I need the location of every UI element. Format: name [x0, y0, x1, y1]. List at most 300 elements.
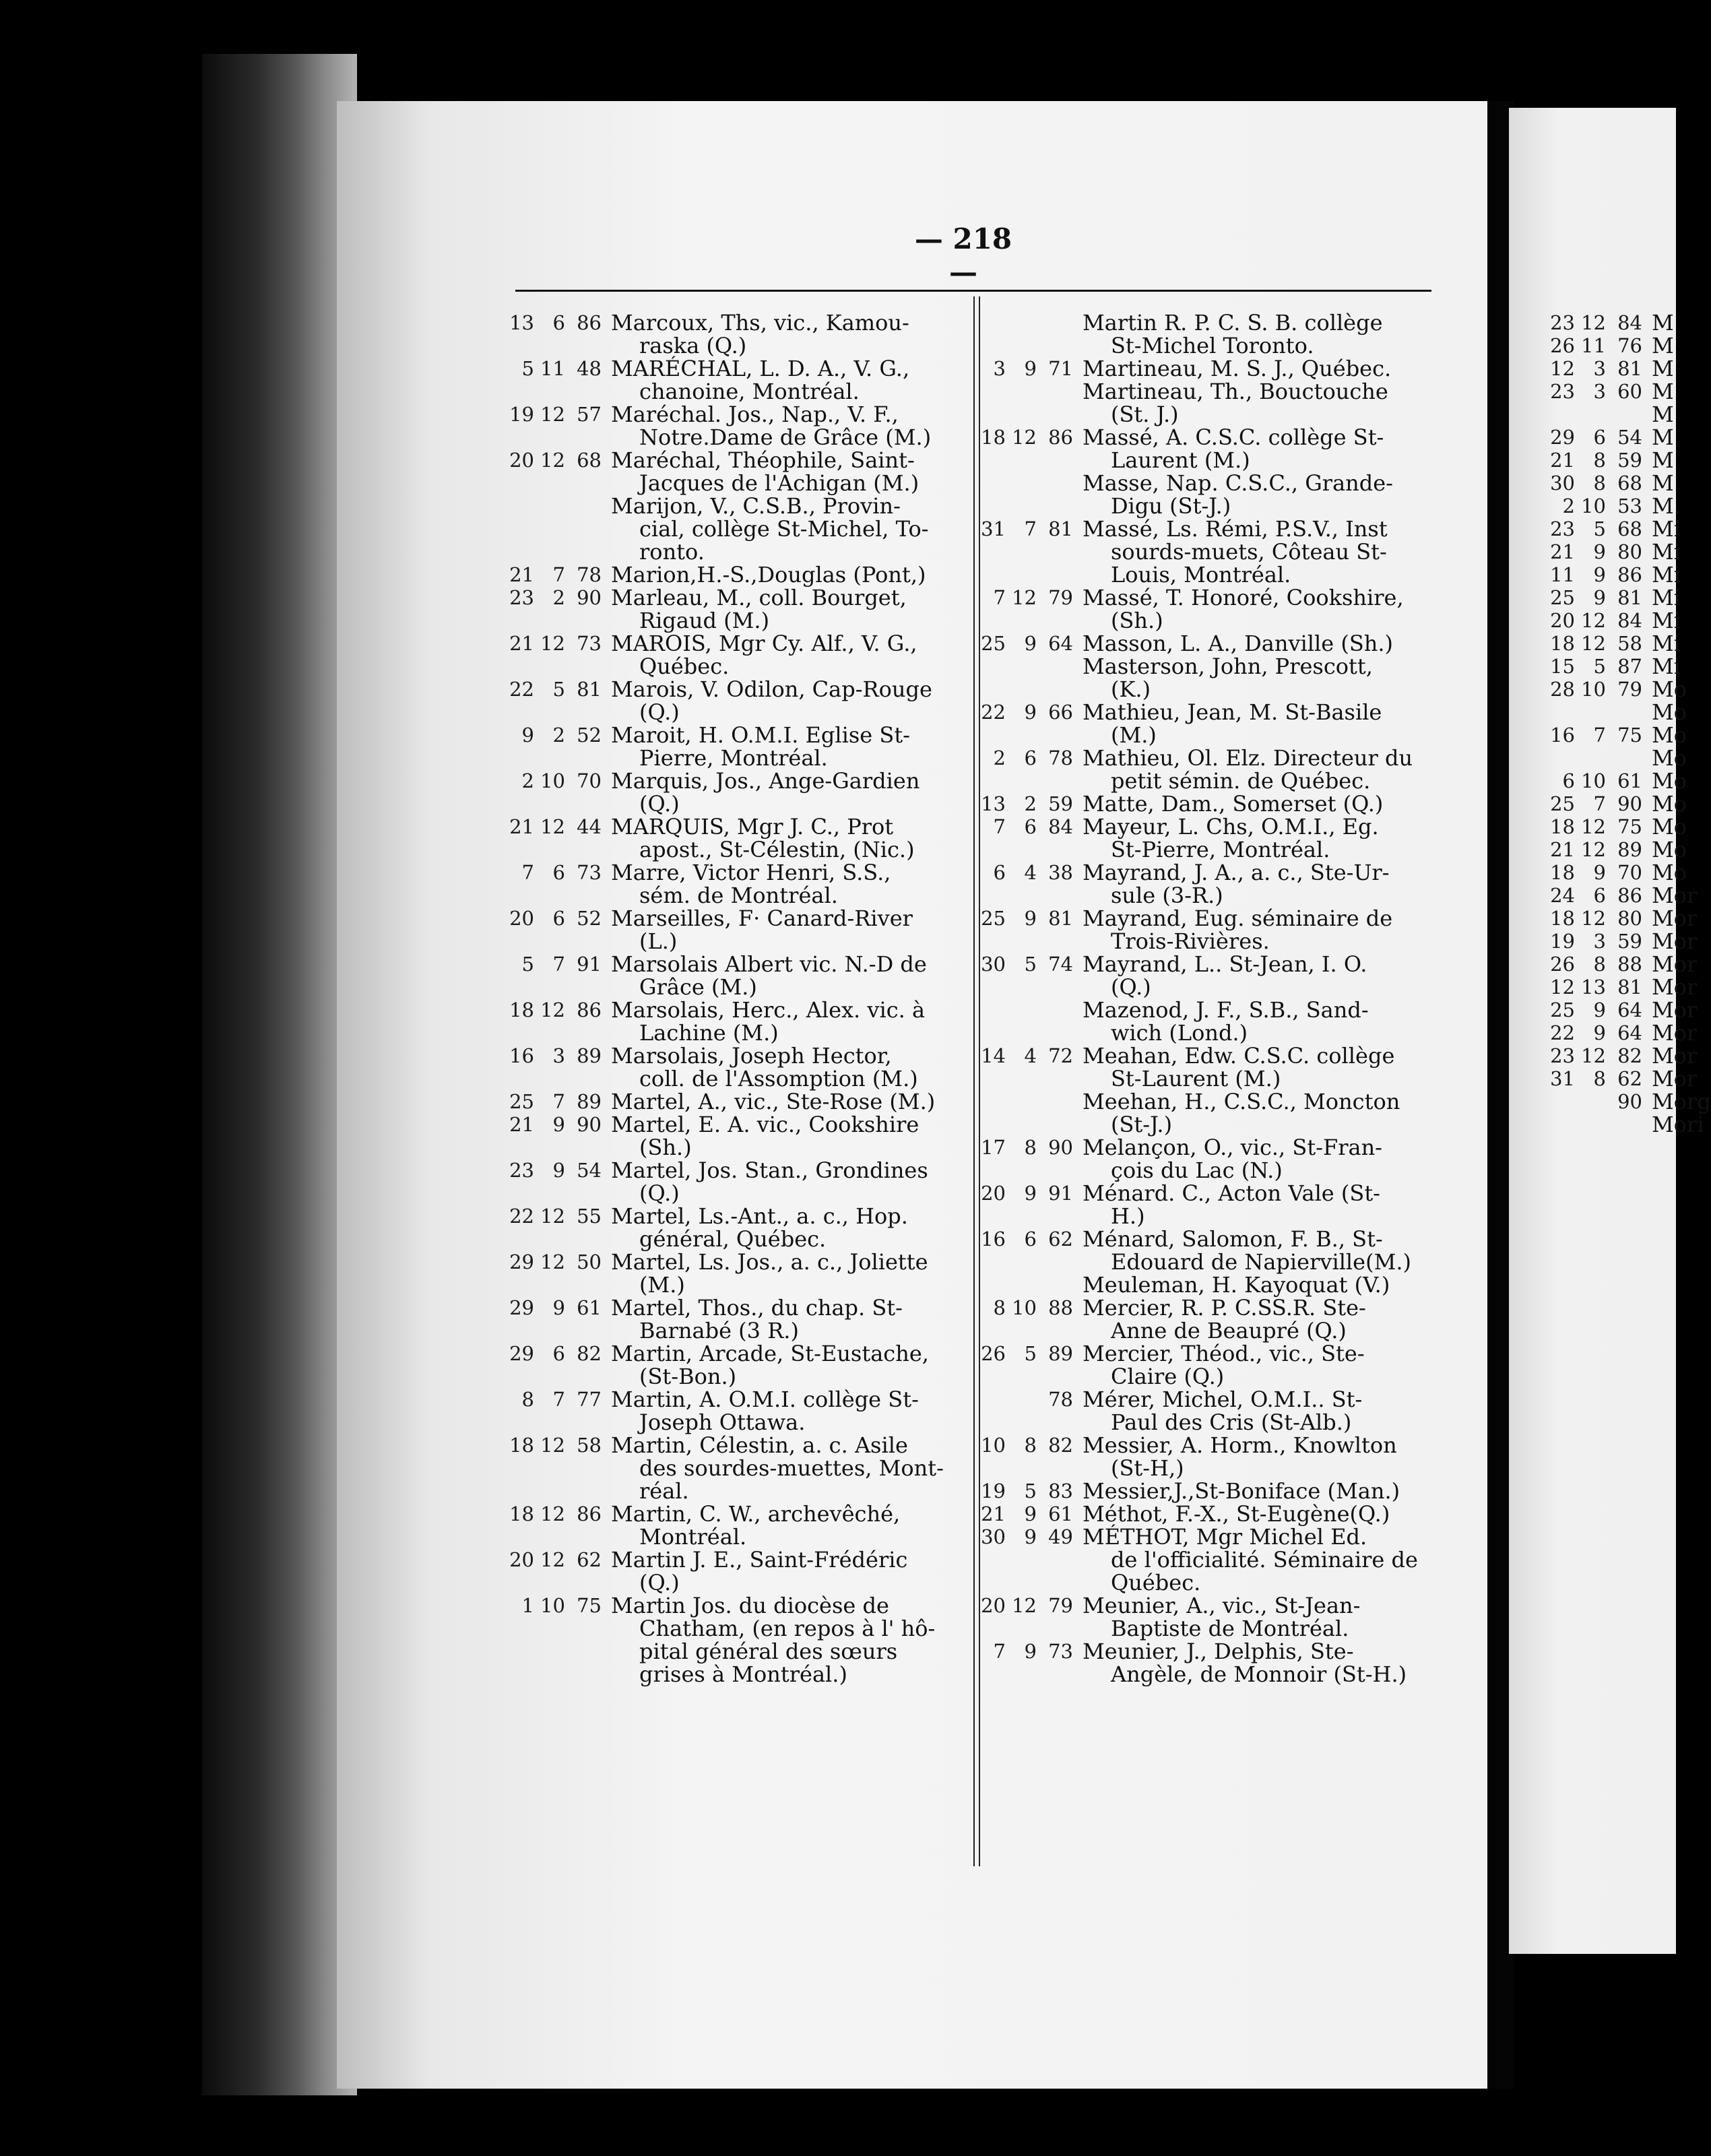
entry-month: 9	[1593, 586, 1606, 609]
entry-month: 10	[540, 1594, 565, 1617]
entry-line: Anne de Beaupré (Q.)	[1111, 1318, 1347, 1343]
entry-text	[1077, 655, 1438, 701]
entry-line: MARÉCHAL, L. D. A., V. G.,	[611, 356, 910, 381]
entry-line: Mathieu, Ol. Elz. Directeur du	[1083, 745, 1413, 771]
entry-month: 7	[552, 563, 565, 586]
entry-line: M.	[1652, 493, 1681, 519]
entry-day: 18	[1550, 907, 1575, 930]
entry-line: ronto.	[639, 539, 705, 565]
directory-entry	[1549, 311, 1676, 334]
entry-line: Messier,J.,St-Boniface (Man.)	[1083, 1478, 1400, 1504]
entry-line: Martineau, M. S. J., Québec.	[1083, 356, 1392, 381]
directory-entry	[1549, 928, 1698, 954]
entry-line: Paul des Cris (St-Alb.)	[1111, 1409, 1352, 1435]
entry-year: 64	[1048, 632, 1073, 655]
entry-text	[1077, 426, 1438, 472]
directory-entry	[980, 380, 1438, 426]
entry-year: 80	[1617, 540, 1642, 563]
entry-line: Edouard de Napierville(M.)	[1111, 1249, 1411, 1275]
entry-year: 38	[1048, 861, 1073, 884]
entry-line: M	[1652, 447, 1674, 473]
entry-month: 10	[1581, 678, 1606, 701]
entry-text	[606, 632, 973, 678]
entry-line: Marsolais Albert vic. N.-D de	[611, 951, 927, 977]
entry-line: (M.)	[639, 1272, 685, 1298]
entry-text	[1646, 334, 1676, 357]
entry-year: 57	[577, 403, 602, 426]
entry-month: 3	[1593, 380, 1606, 403]
directory-entry	[1549, 676, 1687, 702]
entry-year: 62	[1617, 1067, 1642, 1090]
entry-text	[1646, 357, 1676, 380]
entry-year: 90	[1617, 1090, 1642, 1113]
entry-month: 3	[1593, 930, 1606, 953]
entry-text	[1646, 609, 1681, 632]
entry-text	[1077, 861, 1438, 907]
entry-day: 8	[993, 1296, 1006, 1319]
directory-entry	[980, 472, 1438, 517]
entry-line: Laurent (M.)	[1111, 447, 1250, 473]
directory-entry	[980, 1480, 1438, 1502]
directory-entry	[1549, 951, 1698, 977]
entry-month: 9	[1024, 632, 1037, 655]
entry-day: 25	[981, 907, 1006, 930]
directory-entry	[1549, 745, 1687, 771]
entry-month: 7	[552, 953, 565, 976]
entry-text	[1646, 724, 1687, 747]
entry-text	[1077, 1342, 1438, 1388]
directory-entry	[980, 586, 1438, 632]
entry-line: Mo	[1652, 791, 1687, 817]
entry-day: 25	[1550, 586, 1575, 609]
entry-line: M	[1652, 356, 1674, 381]
entry-month: 5	[1024, 1480, 1037, 1502]
directory-column-middle	[980, 311, 1438, 1861]
directory-entry	[509, 563, 973, 586]
entry-day: 18	[981, 426, 1006, 449]
entry-month: 12	[1581, 838, 1606, 861]
entry-text	[1646, 472, 1676, 495]
entry-day: 19	[1550, 930, 1575, 953]
directory-entry	[980, 1136, 1438, 1182]
directory-entry	[980, 907, 1438, 953]
directory-entry	[1549, 1020, 1698, 1046]
entry-day: 22	[1550, 1021, 1575, 1044]
entry-day: 10	[981, 1434, 1006, 1457]
directory-entry	[1549, 516, 1681, 542]
entry-line: St-Laurent (M.)	[1111, 1066, 1281, 1091]
entry-day: 17	[981, 1136, 1006, 1159]
entry-day: 30	[981, 1525, 1006, 1548]
entry-year: 76	[1617, 334, 1642, 357]
entry-line: Mo	[1652, 722, 1687, 748]
entry-year: 79	[1617, 678, 1642, 701]
entry-day: 31	[1550, 1067, 1575, 1090]
directory-entry	[1549, 974, 1698, 1000]
entry-line: Pierre, Montréal.	[639, 745, 828, 771]
entry-day: 21	[981, 1502, 1006, 1525]
entry-line: Chatham, (en repos à l' hô-	[639, 1616, 936, 1641]
directory-entry	[980, 1502, 1438, 1525]
entry-line: apost., St-Célestin, (Nic.)	[639, 837, 915, 862]
entry-day: 2	[1562, 495, 1575, 517]
entry-day: 20	[509, 449, 534, 472]
entry-line: Meunier, A., vic., St-Jean-	[1083, 1593, 1361, 1618]
directory-entry	[509, 769, 973, 815]
entry-line: Mayeur, L. Chs, O.M.I., Eg.	[1083, 814, 1379, 839]
entry-day: 29	[509, 1296, 534, 1319]
entry-day: 25	[981, 632, 1006, 655]
entry-line: Grâce (M.)	[639, 974, 757, 1000]
entry-line: Mor	[1652, 974, 1698, 1000]
entry-line: Mi	[1652, 516, 1681, 542]
entry-day: 20	[981, 1594, 1006, 1617]
entry-day: 18	[509, 1502, 534, 1525]
entry-line: cial, collège St-Michel, To-	[639, 516, 929, 542]
entry-text	[606, 724, 973, 769]
entry-line: (Q.)	[639, 791, 680, 817]
entry-month: 3	[1593, 357, 1606, 380]
entry-line: Rigaud (M.)	[639, 608, 770, 633]
entry-text	[1077, 1525, 1438, 1594]
entry-text	[606, 449, 973, 495]
entry-month: 2	[552, 724, 565, 747]
entry-text	[1646, 403, 1676, 426]
directory-entry	[509, 953, 973, 998]
directory-entry	[509, 724, 973, 769]
entry-text	[606, 311, 973, 357]
directory-entry	[980, 517, 1438, 586]
entry-year: 86	[1048, 426, 1073, 449]
entry-month: 11	[540, 357, 565, 380]
entry-text	[1646, 1090, 1711, 1113]
directory-entry	[980, 357, 1438, 380]
entry-month: 12	[540, 1205, 565, 1228]
entry-line: Martin, Célestin, a. c. Asile	[611, 1432, 908, 1458]
entry-line: M	[1652, 402, 1674, 427]
entry-day: 2	[521, 769, 534, 792]
entry-month: 5	[1024, 1342, 1037, 1365]
entry-line: Mercier, R. P. C.SS.R. Ste-	[1083, 1295, 1366, 1321]
directory-entry	[980, 1434, 1438, 1480]
entry-line: Massé, T. Honoré, Cookshire,	[1083, 585, 1404, 610]
directory-entry	[1549, 1043, 1698, 1069]
entry-day: 3	[993, 357, 1006, 380]
entry-text	[1077, 1182, 1438, 1228]
entry-text	[1077, 792, 1438, 815]
directory-entry	[509, 403, 973, 449]
entry-line: Joseph Ottawa.	[639, 1409, 806, 1435]
entry-year: 81	[1617, 586, 1642, 609]
entry-line: Mo	[1652, 768, 1687, 794]
entry-month: 6	[1024, 747, 1037, 769]
entry-month: 12	[1581, 311, 1606, 334]
entry-year: 68	[1617, 472, 1642, 495]
entry-month: 12	[540, 403, 565, 426]
entry-line: (Q.)	[639, 699, 680, 725]
entry-text	[1646, 815, 1687, 838]
entry-day: 20	[509, 1548, 534, 1571]
entry-day: 6	[993, 861, 1006, 884]
directory-entry	[1549, 585, 1681, 610]
entry-year: 86	[577, 998, 602, 1021]
entry-year: 84	[1617, 311, 1642, 334]
directory-entry	[509, 1594, 973, 1686]
directory-entry	[980, 953, 1438, 998]
entry-year: 70	[577, 769, 602, 792]
directory-entry	[509, 1090, 973, 1113]
entry-year: 61	[577, 1296, 602, 1319]
entry-year: 50	[577, 1250, 602, 1273]
entry-line: Trois-Rivières.	[1111, 928, 1270, 954]
entry-month: 12	[1012, 586, 1037, 609]
entry-text	[1646, 747, 1687, 769]
entry-line: Meuleman, H. Kayoquat (V.)	[1083, 1272, 1390, 1298]
entry-line: Mo	[1652, 837, 1687, 862]
entry-year: 64	[1617, 998, 1642, 1021]
entry-line: Martin R. P. C. S. B. collège	[1083, 310, 1383, 336]
entry-day: 29	[1550, 426, 1575, 449]
entry-month: 9	[552, 1159, 565, 1182]
entry-month: 9	[552, 1113, 565, 1136]
entry-month: 12	[1581, 907, 1606, 930]
entry-line: Louis, Montréal.	[1111, 562, 1291, 588]
entry-line: Morg	[1652, 1089, 1711, 1114]
entry-line: M	[1652, 424, 1674, 450]
directory-entry	[1549, 837, 1687, 862]
entry-day: 13	[509, 311, 534, 334]
entry-month: 9	[1024, 701, 1037, 724]
entry-month: 9	[1024, 1525, 1037, 1548]
entry-month: 5	[1593, 517, 1606, 540]
entry-month: 12	[1581, 632, 1606, 655]
entry-line: St-Michel Toronto.	[1111, 333, 1314, 358]
entry-year: 66	[1048, 701, 1073, 724]
directory-entry	[980, 998, 1438, 1044]
entry-line: Mo	[1652, 745, 1687, 771]
entry-text	[1646, 701, 1687, 724]
entry-month: 12	[1581, 609, 1606, 632]
directory-entry	[1549, 472, 1676, 495]
entry-text	[1646, 495, 1681, 517]
entry-month: 7	[1593, 724, 1606, 747]
directory-entry	[509, 907, 973, 953]
entry-month: 12	[540, 1434, 565, 1457]
entry-year: 64	[1617, 1021, 1642, 1044]
entry-line: Mo	[1652, 814, 1687, 839]
directory-entry	[509, 449, 973, 495]
entry-year: 75	[1617, 815, 1642, 838]
column-divider	[973, 296, 975, 1866]
entry-year: 77	[577, 1388, 602, 1411]
entry-month: 6	[552, 861, 565, 884]
entry-day: 21	[509, 815, 534, 838]
directory-entry	[509, 1044, 973, 1090]
entry-month: 12	[540, 1548, 565, 1571]
entry-year: 79	[1048, 586, 1073, 609]
directory-entry	[1549, 380, 1676, 403]
entry-text	[606, 586, 973, 632]
entry-day: 26	[981, 1342, 1006, 1365]
entry-line: Mo	[1652, 699, 1687, 725]
entry-year: 90	[577, 1113, 602, 1136]
entry-text	[1077, 953, 1438, 998]
entry-line: Mor	[1652, 1043, 1698, 1069]
entry-line: Marquis, Jos., Ange-Gardien	[611, 768, 920, 794]
entry-line: Marre, Victor Henri, S.S.,	[611, 860, 891, 885]
entry-text	[1077, 1640, 1438, 1686]
entry-month: 8	[1593, 953, 1606, 976]
directory-entry	[980, 1525, 1438, 1594]
entry-year: 83	[1048, 1480, 1073, 1502]
entry-year: 74	[1048, 953, 1073, 976]
entry-text	[606, 1113, 973, 1159]
entry-month: 6	[1593, 426, 1606, 449]
entry-month: 9	[1024, 907, 1037, 930]
entry-month: 7	[552, 1388, 565, 1411]
entry-day: 18	[509, 998, 534, 1021]
entry-line: Melançon, O., vic., St-Fran-	[1083, 1135, 1382, 1160]
entry-line: Ménard. C., Acton Vale (St-	[1083, 1180, 1380, 1206]
entry-day: 19	[509, 403, 534, 426]
directory-entry	[1549, 654, 1681, 679]
entry-text	[606, 495, 973, 563]
entry-year: 58	[1617, 632, 1642, 655]
directory-column-right	[1549, 310, 1711, 1861]
entry-month: 9	[1593, 540, 1606, 563]
entry-month: 9	[1593, 1021, 1606, 1044]
entry-month: 10	[1581, 495, 1606, 517]
entry-text	[606, 998, 973, 1044]
entry-line: (St-J.)	[1111, 1112, 1173, 1137]
directory-entry	[1549, 493, 1681, 519]
entry-line: Ménard, Salomon, F. B., St-	[1083, 1226, 1383, 1252]
entry-line: Massé, Ls. Rémi, P.S.V., Inst	[1083, 516, 1388, 542]
entry-year: 75	[577, 1594, 602, 1617]
entry-line: (St-Bon.)	[639, 1364, 737, 1389]
entry-line: pital général des sœurs	[639, 1639, 898, 1664]
entry-text	[1077, 632, 1438, 655]
entry-line: Méthot, F.-X., St-Eugène(Q.)	[1083, 1501, 1390, 1527]
entry-year: 52	[577, 724, 602, 747]
entry-year: 91	[577, 953, 602, 976]
entry-day: 21	[509, 563, 534, 586]
entry-line: Mayrand, L.. St-Jean, I. O.	[1083, 951, 1367, 977]
entry-day: 2	[993, 747, 1006, 769]
entry-line: (Q.)	[1111, 974, 1151, 1000]
entry-line: Notre.Dame de Grâce (M.)	[639, 424, 932, 450]
directory-entry	[1549, 814, 1687, 839]
entry-line: réal.	[639, 1478, 689, 1504]
book-edge	[202, 54, 357, 2095]
entry-line: Masterson, John, Prescott,	[1083, 654, 1373, 679]
entry-text	[606, 678, 973, 724]
entry-text	[606, 907, 973, 953]
entry-line: Lachine (M.)	[639, 1020, 779, 1046]
entry-line: sule (3-R.)	[1111, 883, 1223, 908]
entry-day: 16	[981, 1228, 1006, 1250]
entry-text	[1646, 678, 1687, 701]
entry-line: Meehan, H., C.S.C., Moncton	[1083, 1089, 1400, 1114]
directory-entry	[980, 1342, 1438, 1388]
entry-line: Québec.	[1111, 1570, 1201, 1595]
entry-text	[606, 1296, 973, 1342]
directory-entry	[509, 678, 973, 724]
entry-month: 9	[1593, 563, 1606, 586]
entry-year: 81	[577, 678, 602, 701]
entry-day: 22	[509, 678, 534, 701]
entry-year: 82	[1048, 1434, 1073, 1457]
entry-year: 80	[1617, 907, 1642, 930]
entry-text	[1077, 357, 1438, 380]
directory-entry	[1549, 722, 1687, 748]
entry-year: 44	[577, 815, 602, 838]
entry-month: 9	[1593, 861, 1606, 884]
entry-line: Mor	[1652, 951, 1698, 977]
entry-text	[606, 1342, 973, 1388]
entry-year: 52	[577, 907, 602, 930]
entry-year: 81	[1048, 907, 1073, 930]
entry-text	[606, 1502, 973, 1548]
entry-line: Montréal.	[639, 1524, 747, 1550]
entry-text	[1077, 1090, 1438, 1136]
entry-day: 23	[1550, 1044, 1575, 1067]
entry-month: 12	[540, 632, 565, 655]
entry-text	[1077, 701, 1438, 747]
entry-day: 30	[981, 953, 1006, 976]
entry-day: 21	[1550, 838, 1575, 861]
directory-entry	[1549, 449, 1676, 472]
entry-line: Marion,H.-S.,Douglas (Pont,)	[611, 562, 926, 588]
entry-year: 86	[577, 1502, 602, 1525]
entry-month: 9	[1024, 1640, 1037, 1663]
directory-entry	[980, 1296, 1438, 1342]
directory-entry	[980, 861, 1438, 907]
entry-day: 7	[993, 815, 1006, 838]
entry-line: M	[1652, 379, 1674, 404]
entry-line: des sourdes-muettes, Mont-	[639, 1455, 944, 1481]
entry-month: 12	[540, 449, 565, 472]
directory-entry	[509, 1502, 973, 1548]
entry-line: Marleau, M., coll. Bourget,	[611, 585, 907, 610]
entry-line: Martin, C. W., archevêché,	[611, 1501, 901, 1527]
directory-entry	[509, 357, 973, 403]
directory-entry	[509, 861, 973, 907]
entry-month: 10	[540, 769, 565, 792]
entry-text	[1646, 998, 1697, 1021]
entry-line: Maréchal. Jos., Nap., V. F.,	[611, 402, 899, 427]
entry-line: Martin J. E., Saint-Frédéric	[611, 1547, 908, 1573]
entry-line: M	[1652, 333, 1674, 358]
entry-year: 60	[1617, 380, 1642, 403]
directory-entry	[509, 632, 973, 678]
directory-entry	[1549, 997, 1698, 1023]
entry-line: St-Pierre, Montréal.	[1111, 837, 1330, 862]
entry-text	[606, 815, 973, 861]
entry-text	[1077, 747, 1438, 792]
entry-year: 79	[1048, 1594, 1073, 1617]
entry-text	[1646, 449, 1676, 472]
directory-entry	[980, 1273, 1438, 1296]
entry-year: 78	[577, 563, 602, 586]
entry-text	[1646, 540, 1681, 563]
entry-day: 23	[1550, 311, 1575, 334]
entry-line: Claire (Q.)	[1111, 1364, 1225, 1389]
entry-day: 15	[1550, 655, 1575, 678]
entry-year: 53	[1617, 495, 1642, 517]
directory-entry	[980, 1388, 1438, 1434]
entry-line: Mazenod, J. F., S.B., Sand-	[1083, 997, 1369, 1023]
